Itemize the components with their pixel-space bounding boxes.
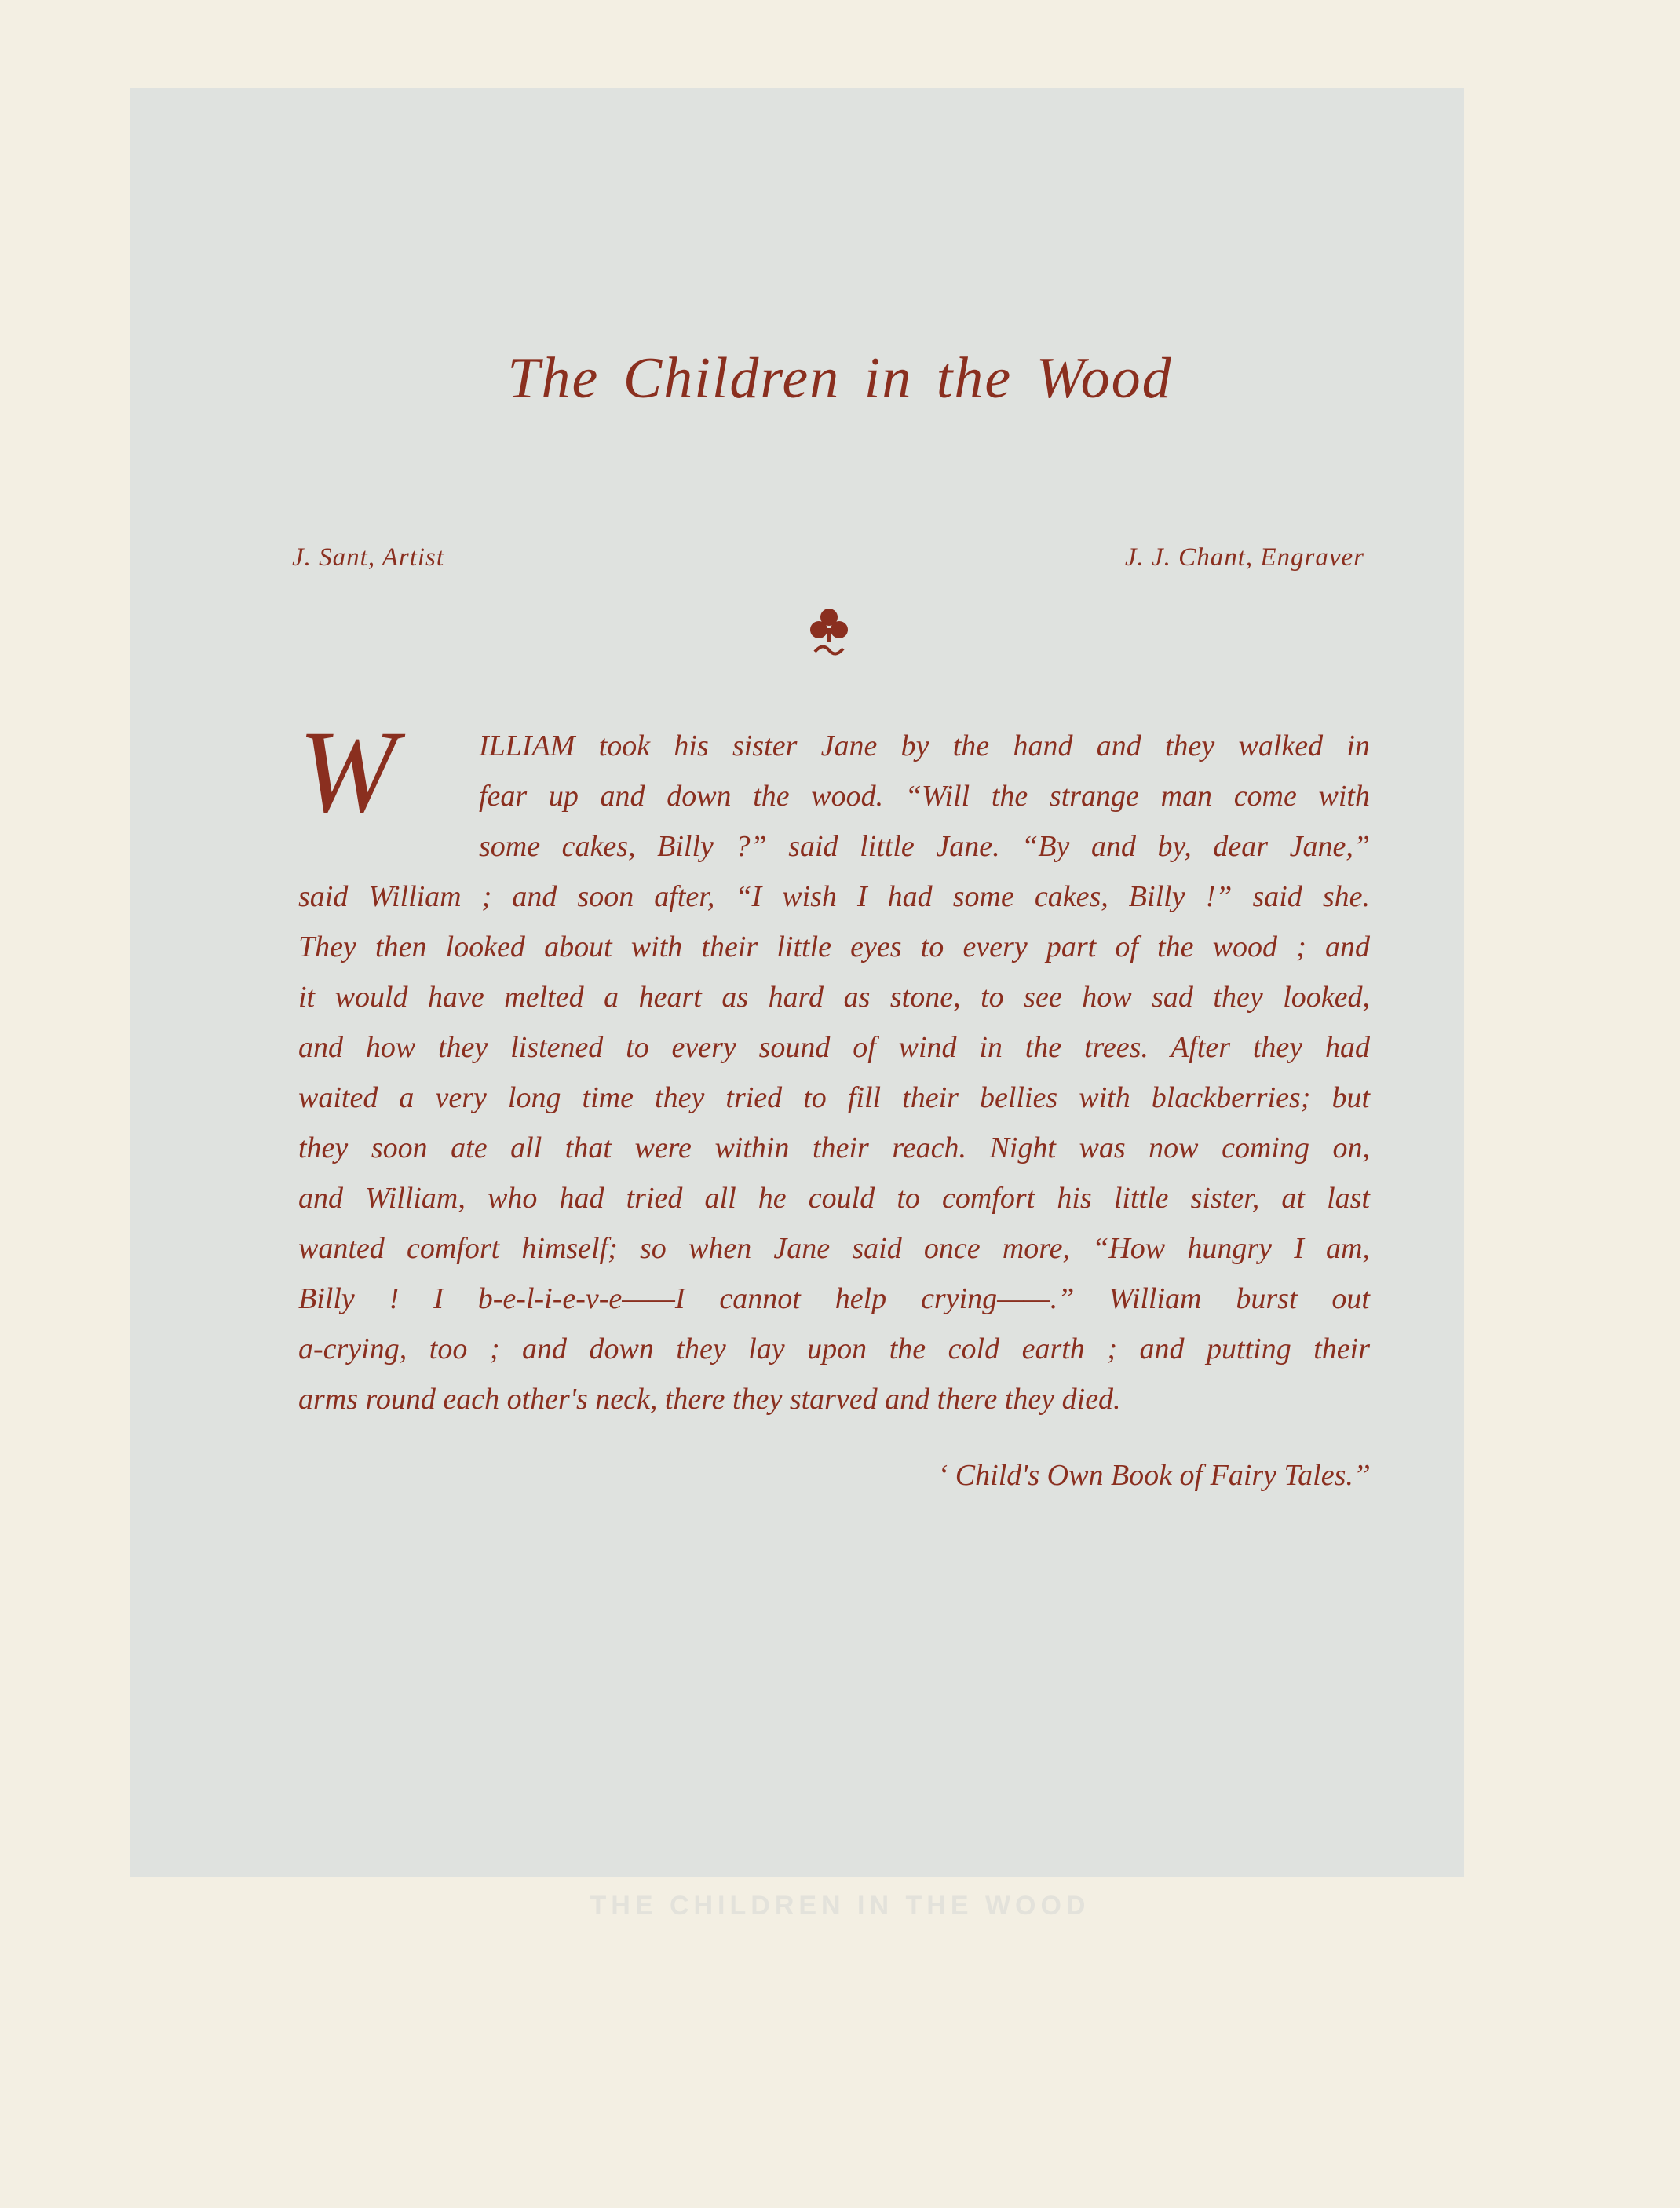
drop-cap (298, 707, 451, 837)
story-line: fear up and down the wood. “Will the strange man come with (479, 780, 1370, 813)
drop-cap-letter: W (298, 707, 393, 837)
story-line: arms round each other's neck, there they starved and there they died. (298, 1383, 1121, 1416)
story-line: They then looked about with their little eyes to every part of the wood ; and (298, 930, 1370, 963)
story-line: ILLIAM took his sister Jane by the hand and they walked in (479, 729, 1370, 762)
source-citation: ‘ Child's Own Book of Fairy Tales.’’ (937, 1459, 1370, 1492)
ghost-footer-text: THE CHILDREN IN THE WOOD (590, 1891, 1090, 1921)
story-line: and William, who had tried all he could to comfort his little sister, at last (298, 1182, 1370, 1215)
story-line: some cakes, Billy ?” said little Jane. “By and by, dear Jane,” (479, 830, 1370, 863)
story-line: waited a very long time they tried to fill their bellies with blackberries; but (298, 1081, 1370, 1114)
artist-credit: J. Sant, Artist (292, 543, 445, 572)
page-title: The Children in the Wood (507, 346, 1173, 411)
story-line: they soon ate all that were within their reach. Night was now coming on, (298, 1131, 1370, 1164)
engraver-credit: J. J. Chant, Engraver (1124, 543, 1364, 572)
story-line: it would have melted a heart as hard as stone, to see how sad they looked, (298, 981, 1370, 1014)
club-ornament-icon (809, 606, 849, 661)
story-line: said William ; and soon after, “I wish I had some cakes, Billy !” said she. (298, 880, 1370, 913)
story-line: Billy ! I b-e-l-i-e-v-e——I cannot help crying——.” William burst out (298, 1282, 1370, 1315)
story-line: wanted comfort himself; so when Jane said once more, “How hungry I am, (298, 1232, 1370, 1265)
story-line: a-crying, too ; and down they lay upon the cold earth ; and putting their (298, 1332, 1370, 1365)
story-line: and how they listened to every sound of wind in the trees. After they had (298, 1031, 1370, 1064)
